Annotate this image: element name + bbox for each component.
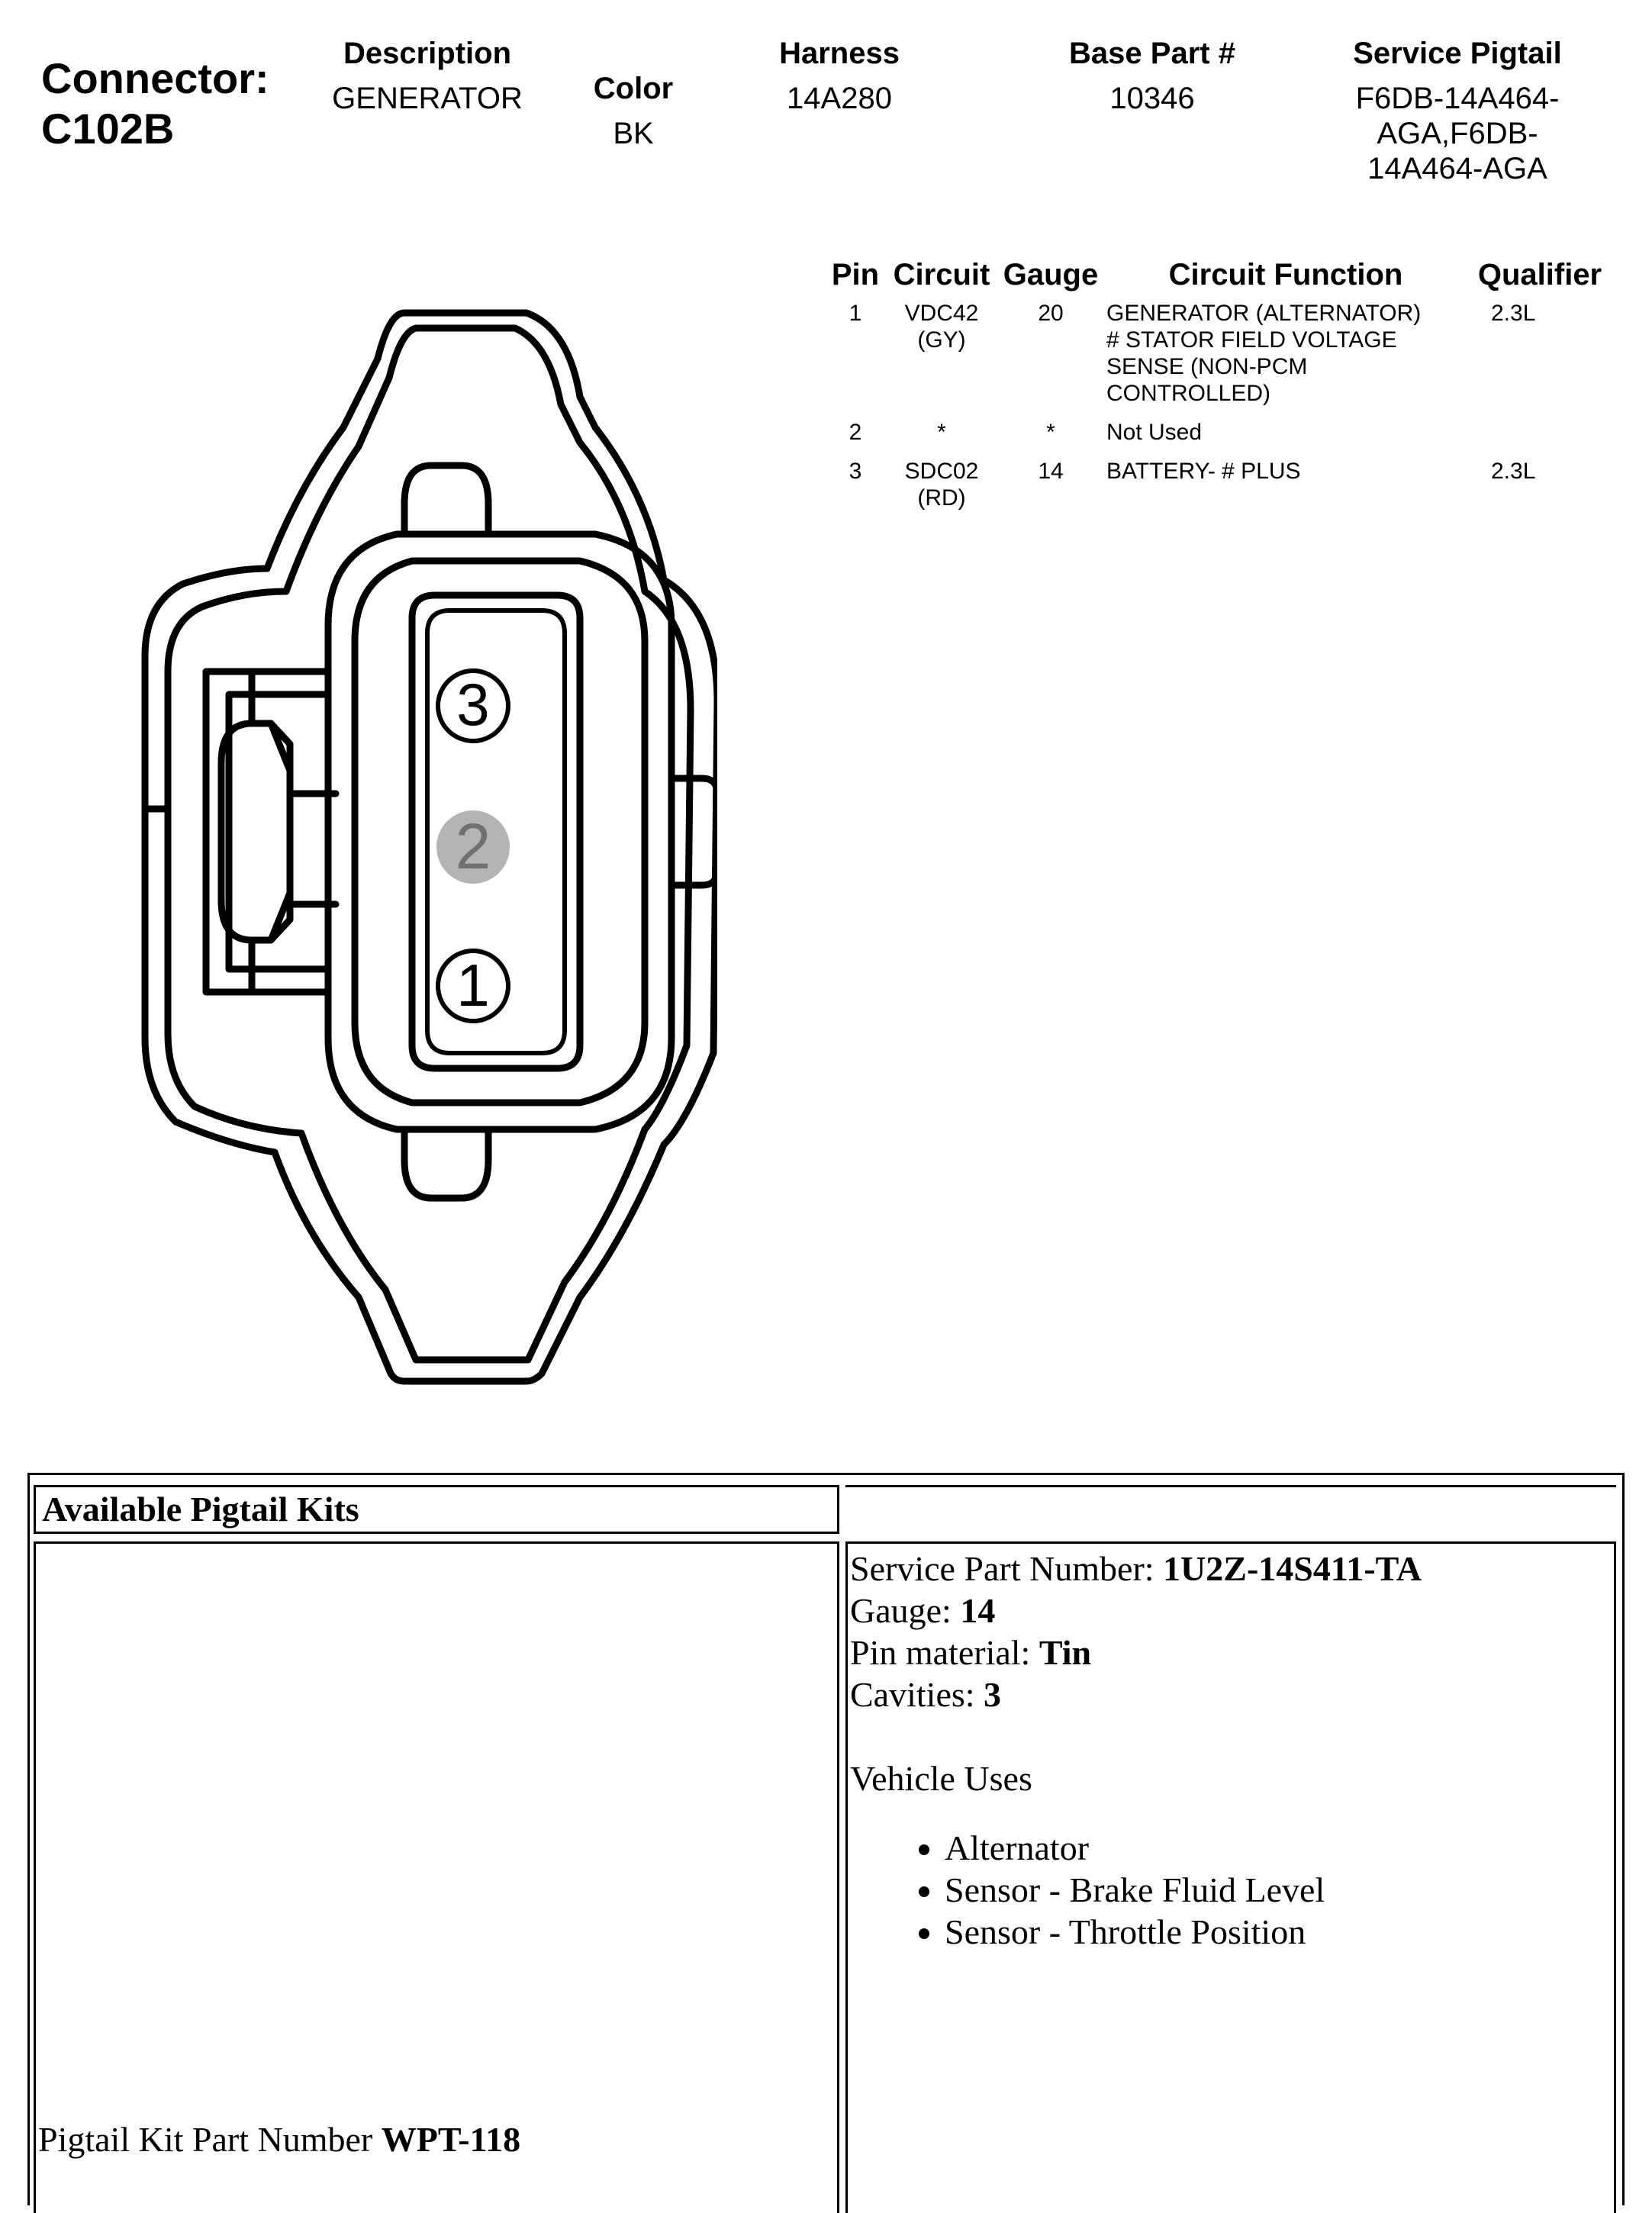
pin-number: 3	[849, 459, 862, 484]
vehicle-uses-list	[850, 1827, 1422, 1953]
service-pigtail-line: F6DB-14A464-	[1355, 82, 1560, 115]
service-pigtail-line: 14A464-AGA	[1367, 152, 1547, 185]
description-value: GENERATOR	[332, 82, 523, 115]
pin-table-header	[826, 258, 1612, 297]
pigtail-kits-header-spacer	[845, 1485, 1616, 1534]
circuit	[885, 416, 998, 455]
circuit-function	[1103, 455, 1468, 520]
table-row	[826, 455, 1612, 520]
gauge: *	[1046, 420, 1055, 445]
harness-value: 14A280	[787, 82, 892, 115]
qualifier	[1468, 416, 1612, 455]
pigtail-kit-info	[850, 1548, 1422, 1953]
list-item: • Alternator	[945, 1827, 1422, 1869]
qualifier: 2.3L	[1491, 459, 1536, 484]
function-line: SENSE (NON-PCM	[1106, 354, 1308, 379]
pin-3-label: 3	[456, 671, 490, 738]
function-line: GENERATOR (ALTERNATOR)	[1106, 301, 1422, 326]
circuit-line: (GY)	[917, 327, 966, 353]
cavities-label: Cavities:	[850, 1675, 984, 1714]
connector-id: C102B	[41, 105, 175, 153]
pin-1-cavity	[438, 951, 508, 1021]
cavities-info	[850, 1673, 1422, 1715]
circuit-line: SDC02	[904, 459, 979, 484]
pin-material-label: Pin material:	[850, 1633, 1039, 1672]
description-label: Description	[343, 37, 512, 70]
function-line: # STATOR FIELD VOLTAGE	[1106, 327, 1397, 353]
function-line: CONTROLLED)	[1106, 381, 1271, 406]
pin-number: 2	[849, 420, 862, 445]
connector-face-diagram	[137, 298, 717, 1396]
gauge-value: 14	[960, 1591, 996, 1630]
pin-2-label: 2	[455, 810, 491, 882]
vehicle-uses-heading: Vehicle Uses	[850, 1759, 1032, 1798]
qualifier: 2.3L	[1491, 301, 1536, 326]
service-pigtail-label: Service Pigtail	[1353, 37, 1562, 70]
color-value: BK	[613, 117, 654, 150]
connector-title	[41, 53, 269, 154]
pin-1-label: 1	[456, 952, 490, 1019]
color-label: Color	[593, 72, 674, 105]
service-pigtail-value	[1312, 81, 1602, 186]
harness-label: Harness	[779, 37, 900, 70]
base-part-label: Base Part #	[1069, 37, 1235, 70]
cavities-value: 3	[984, 1675, 1002, 1714]
table-row	[826, 416, 1612, 455]
pin-material-value: Tin	[1039, 1633, 1092, 1672]
circuit-function	[1103, 297, 1468, 416]
pin-number: 1	[849, 301, 862, 326]
function-line: BATTERY- # PLUS	[1106, 459, 1301, 484]
service-pigtail-line: AGA,F6DB-	[1377, 117, 1538, 150]
pin-table	[826, 258, 1612, 520]
circuit-line: (RD)	[917, 485, 966, 511]
pigtail-kit-image-cell	[34, 1541, 839, 2213]
col-circuit-function: Circuit Function	[1168, 258, 1403, 292]
col-pin: Pin	[831, 258, 880, 292]
gauge-info	[850, 1590, 1422, 1632]
circuit-function	[1103, 416, 1468, 455]
service-part-number	[850, 1548, 1422, 1590]
circuit-line: VDC42	[904, 301, 979, 326]
list-item: • Sensor - Brake Fluid Level	[945, 1869, 1422, 1911]
circuit	[885, 297, 998, 416]
circuit-line: *	[937, 420, 946, 445]
kit-part-label: Pigtail Kit Part Number	[38, 2120, 382, 2159]
kit-part-value: WPT-118	[381, 2120, 521, 2159]
service-part-label: Service Part Number:	[850, 1549, 1164, 1588]
gauge: 14	[1038, 459, 1064, 484]
col-circuit: Circuit	[893, 258, 990, 292]
connector-label: Connector:	[41, 54, 269, 102]
pin-3-cavity	[438, 671, 508, 741]
col-gauge: Gauge	[1003, 258, 1099, 292]
function-line: Not Used	[1106, 420, 1203, 445]
gauge-label: Gauge:	[850, 1591, 961, 1630]
list-item: • Sensor - Throttle Position	[945, 1911, 1422, 1953]
circuit	[885, 455, 998, 520]
col-qualifier: Qualifier	[1477, 258, 1602, 292]
pin-material-info	[850, 1632, 1422, 1673]
base-part-value: 10346	[1109, 82, 1195, 115]
pigtail-kit-part-number	[38, 2118, 520, 2160]
table-row	[826, 297, 1612, 416]
service-part-value: 1U2Z-14S411-TA	[1163, 1549, 1422, 1588]
gauge: 20	[1038, 301, 1064, 326]
pin-2-cavity	[436, 810, 510, 884]
pigtail-kits-title: Available Pigtail Kits	[34, 1485, 839, 1534]
